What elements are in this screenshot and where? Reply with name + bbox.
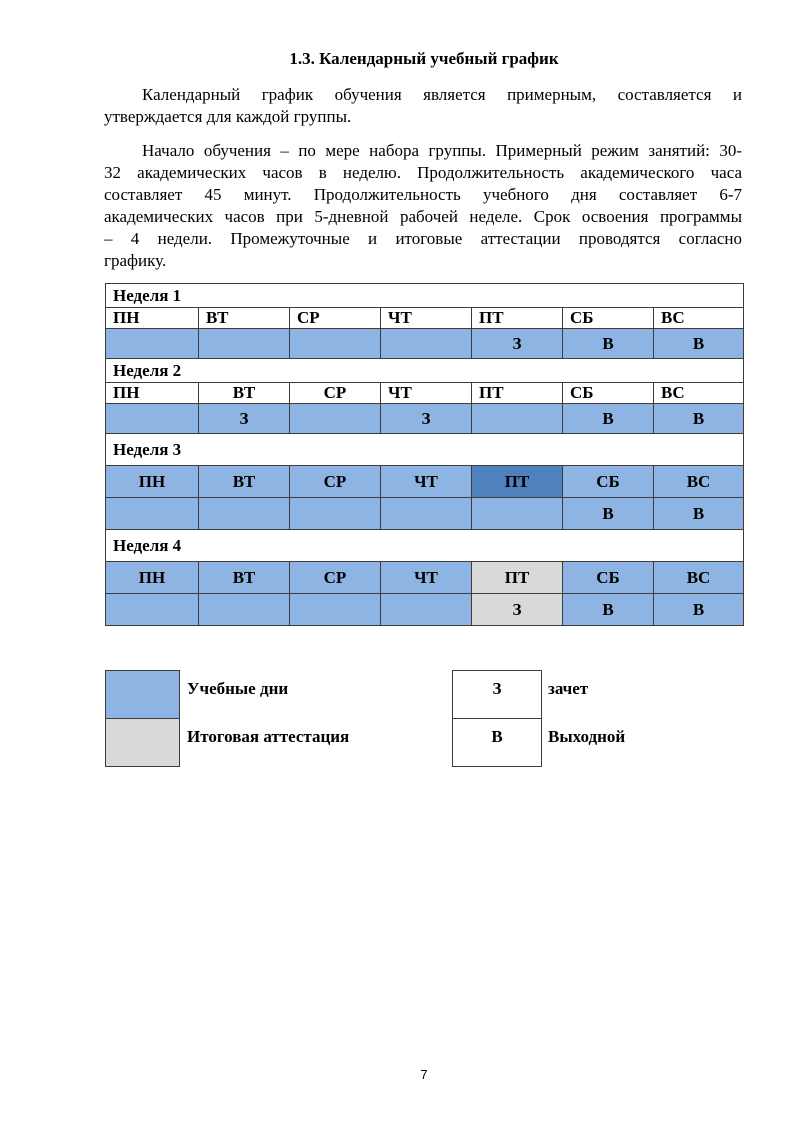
day-sun: ВС	[654, 466, 744, 498]
mark-cell: В	[563, 498, 654, 530]
day-sat: СБ	[563, 383, 654, 404]
week-3-label: Неделя 3	[106, 434, 744, 466]
mark-cell	[106, 594, 199, 626]
mark-cell: З	[472, 329, 563, 359]
week-3-days-row	[106, 466, 744, 498]
week-3-marks-row	[106, 498, 744, 530]
day-thu: ЧТ	[381, 466, 472, 498]
week-2-label: Неделя 2	[106, 359, 744, 383]
day-wed: СР	[290, 308, 381, 329]
week-2-header-row	[106, 359, 744, 383]
day-thu: ЧТ	[381, 562, 472, 594]
legend-dayoff-mark: В	[491, 727, 503, 746]
mark-cell	[381, 594, 472, 626]
legend-study-swatch	[105, 670, 180, 719]
mark-cell-attestation: З	[472, 594, 563, 626]
mark-cell	[106, 498, 199, 530]
paragraph-intro	[104, 84, 742, 128]
mark-cell	[290, 329, 381, 359]
mark-cell: В	[654, 498, 744, 530]
paragraph-line: составляет 45 минут. Продолжительность учебного дня составляет 6-7	[104, 185, 742, 204]
mark-cell	[290, 498, 381, 530]
day-wed: СР	[290, 562, 381, 594]
day-fri: ПТ	[472, 308, 563, 329]
legend-attestation-swatch	[105, 718, 180, 767]
day-sun: ВС	[654, 383, 744, 404]
day-mon: ПН	[106, 466, 199, 498]
day-mon: ПН	[106, 562, 199, 594]
week-1-label: Неделя 1	[106, 284, 744, 308]
mark-cell	[199, 498, 290, 530]
mark-cell: В	[654, 329, 744, 359]
day-mon: ПН	[106, 383, 199, 404]
week-1-marks-row	[106, 329, 744, 359]
section-heading: 1.3. Календарный учебный график	[289, 49, 559, 68]
week-2-marks-row	[106, 404, 744, 434]
mark-cell: В	[654, 594, 744, 626]
week-4-header-row	[106, 530, 744, 562]
legend-credit-label: зачет	[548, 679, 589, 698]
mark-cell: З	[381, 404, 472, 434]
mark-cell: З	[199, 404, 290, 434]
paragraph-line: утверждается для каждой группы.	[104, 107, 352, 126]
day-sun: ВС	[654, 562, 744, 594]
mark-cell	[106, 329, 199, 359]
mark-cell: В	[654, 404, 744, 434]
schedule-table	[105, 283, 744, 626]
paragraph-line: 32 академических часов в неделю. Продолжительность академического часа	[104, 163, 742, 182]
day-tue: ВТ	[199, 308, 290, 329]
day-sun: ВС	[654, 308, 744, 329]
legend-credit-mark: З	[492, 679, 502, 698]
week-3-header-row	[106, 434, 744, 466]
mark-cell: В	[563, 329, 654, 359]
day-thu: ЧТ	[381, 308, 472, 329]
mark-cell	[199, 329, 290, 359]
day-mon: ПН	[106, 308, 199, 329]
mark-cell: В	[563, 404, 654, 434]
mark-cell: В	[563, 594, 654, 626]
day-fri: ПТ	[472, 383, 563, 404]
legend-dayoff-label: Выходной	[548, 727, 626, 746]
day-thu: ЧТ	[381, 383, 472, 404]
mark-cell	[199, 594, 290, 626]
legend-attestation-label: Итоговая аттестация	[187, 727, 350, 746]
mark-cell	[381, 329, 472, 359]
paragraph-line: – 4 недели. Промежуточные и итоговые аттестации проводятся согласно	[104, 229, 742, 248]
day-tue: ВТ	[199, 466, 290, 498]
paragraph-line: Начало обучения – по мере набора группы. Примерный режим занятий: 30-	[142, 141, 742, 160]
day-tue: ВТ	[199, 562, 290, 594]
day-tue: ВТ	[199, 383, 290, 404]
mark-cell	[290, 594, 381, 626]
paragraph-line: графику.	[104, 251, 167, 270]
paragraph-line: академических часов при 5-дневной рабочей неделе. Срок освоения программы	[104, 207, 742, 226]
legend-study-label: Учебные дни	[187, 679, 289, 698]
day-sat: СБ	[563, 308, 654, 329]
week-2-days-row	[106, 383, 744, 404]
mark-cell	[106, 404, 199, 434]
week-4-marks-row	[106, 594, 744, 626]
page-number: 7	[420, 1067, 428, 1082]
mark-cell	[472, 404, 563, 434]
week-1-days-row	[106, 308, 744, 329]
day-wed: СР	[290, 383, 381, 404]
week-4-days-row	[106, 562, 744, 594]
week-4-label: Неделя 4	[106, 530, 744, 562]
day-wed: СР	[290, 466, 381, 498]
mark-cell	[290, 404, 381, 434]
week-1-header-row	[106, 284, 744, 308]
day-sat: СБ	[563, 466, 654, 498]
paragraph-line: Календарный график обучения является примерным, составляется и	[142, 85, 742, 104]
day-fri-attestation: ПТ	[472, 562, 563, 594]
paragraph-details	[104, 140, 742, 272]
mark-cell	[381, 498, 472, 530]
day-fri-highlighted: ПТ	[472, 466, 563, 498]
day-sat: СБ	[563, 562, 654, 594]
mark-cell	[472, 498, 563, 530]
